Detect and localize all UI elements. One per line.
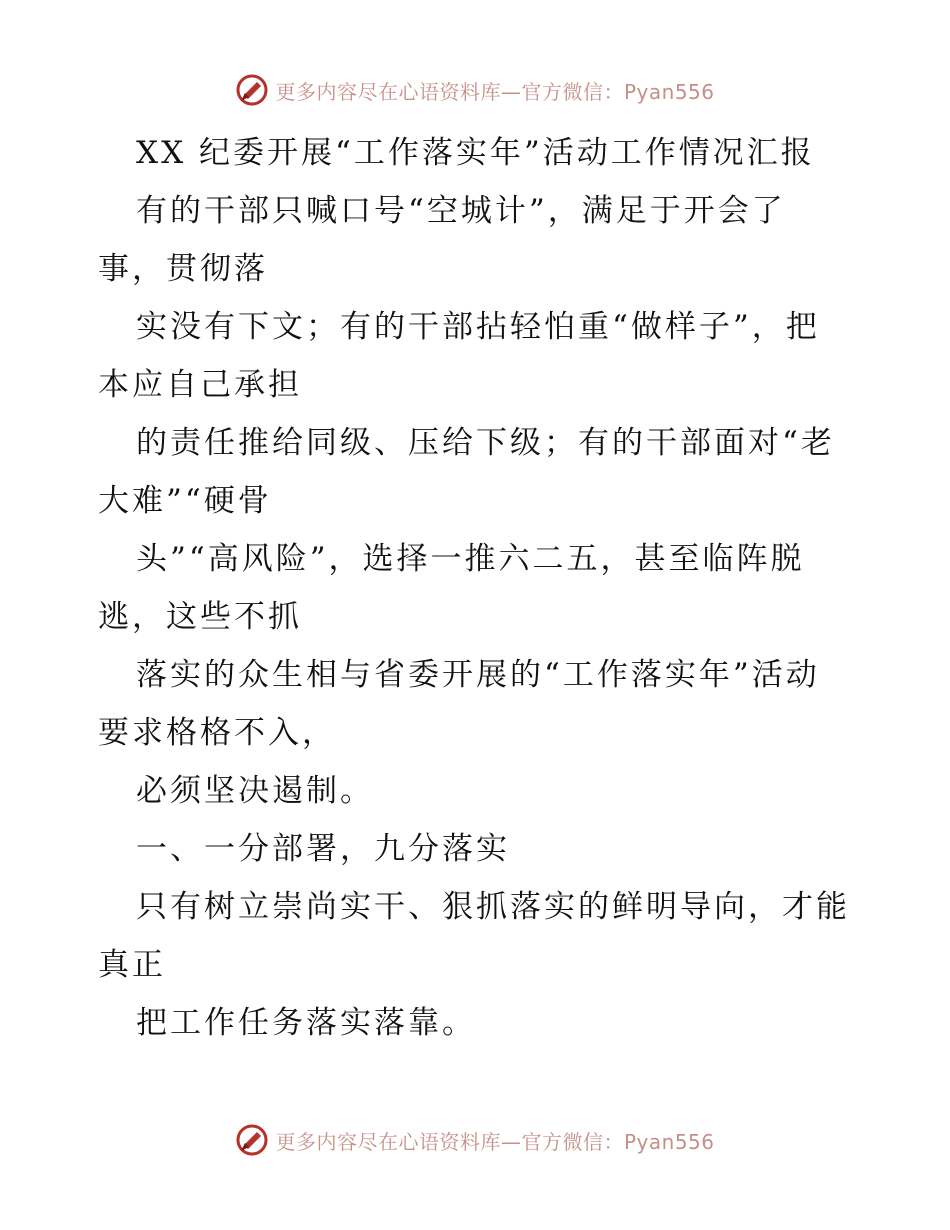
text-line: 落实的众生相与省委开展的“工作落实年”活动 (136, 657, 820, 693)
text-line: 逃，这些不抓 (98, 599, 302, 635)
text-line: 必须坚决遏制。 (136, 773, 374, 809)
watermark-text (275, 76, 714, 105)
watermark-text (275, 1126, 714, 1155)
text-line: 真正 (98, 947, 166, 983)
header-watermark (0, 70, 950, 110)
document-body (98, 124, 858, 1052)
text-line: 头”“高风险”，选择一推六二五，甚至临阵脱 (136, 541, 805, 577)
text-line: 要求格格不入， (98, 715, 336, 751)
text-line: 有的干部只喊口号“空城计”，满足于开会了 (136, 193, 786, 229)
text-line: 的责任推给同级、压给下级；有的干部面对“老 (136, 425, 835, 461)
text-line: 实没有下文；有的干部拈轻怕重“做样子”，把 (136, 309, 820, 345)
text-line: 只有树立崇尚实干、狠抓落实的鲜明导向，才能 (136, 889, 850, 925)
section-heading: 一、一分部署，九分落实 (136, 831, 510, 867)
watermark-wechat-id: Pyan556 (623, 79, 715, 104)
brand-logo-icon (235, 1123, 269, 1157)
footer-watermark (0, 1120, 950, 1160)
brand-logo-icon (235, 73, 269, 107)
watermark-label: 更多内容尽在心语资料库—官方微信： (275, 1129, 624, 1154)
watermark-label: 更多内容尽在心语资料库—官方微信： (275, 79, 624, 104)
watermark-wechat-id: Pyan556 (623, 1129, 715, 1154)
text-line: 事，贯彻落 (98, 251, 268, 287)
text-line: 把工作任务落实落靠。 (136, 1005, 476, 1041)
text-line: 本应自己承担 (98, 367, 302, 403)
document-title: XX 纪委开展“工作落实年”活动工作情况汇报 (136, 135, 815, 171)
text-line: 大难”“硬骨 (98, 483, 272, 519)
